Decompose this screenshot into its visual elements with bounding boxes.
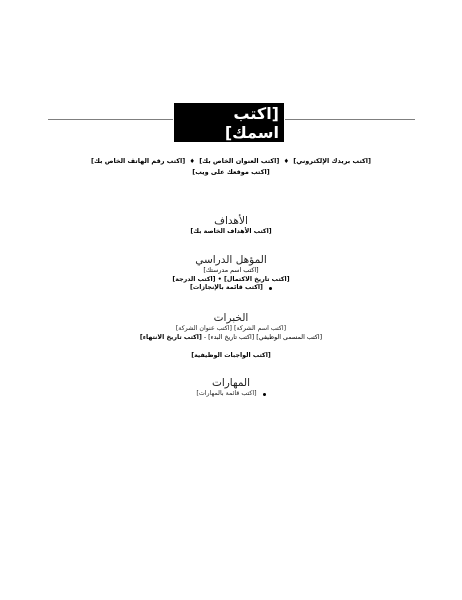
contact-info bbox=[70, 156, 392, 177]
degree-placeholder[interactable]: [اكتب الدرجة] bbox=[172, 275, 216, 283]
name-box[interactable] bbox=[173, 103, 285, 142]
objectives-placeholder[interactable]: [اكتب الأهداف الخاصة بك] bbox=[190, 228, 272, 235]
diamond-separator-icon: ♦ bbox=[283, 158, 289, 165]
experience-heading: الخبرات bbox=[213, 312, 249, 324]
completion-date-placeholder[interactable]: [اكتب تاريخ الاكتمال] bbox=[224, 275, 290, 283]
end-date-placeholder[interactable]: [اكتب تاريخ الانتهاء] bbox=[139, 333, 202, 341]
start-date-placeholder[interactable]: [اكتب تاريخ البدء] bbox=[208, 333, 255, 341]
skills-placeholder[interactable]: [اكتب قائمة بالمهارات] bbox=[196, 390, 257, 397]
header-rule-left bbox=[48, 119, 173, 120]
education-heading: المؤهل الدراسي bbox=[195, 254, 267, 266]
company-placeholder[interactable]: [اكتب اسم الشركة] bbox=[234, 325, 287, 332]
objectives-section bbox=[0, 214, 462, 237]
skills-section bbox=[0, 376, 462, 399]
job-line bbox=[0, 334, 462, 343]
address-placeholder[interactable]: [اكتب العنوان الخاص بك] bbox=[199, 157, 280, 165]
website-placeholder[interactable]: [اكتب موقعك على ويب] bbox=[192, 168, 270, 176]
achievements-line bbox=[0, 284, 462, 293]
email-placeholder[interactable]: [اكتب بريدك الإلكتروني] bbox=[293, 157, 371, 165]
education-section bbox=[0, 253, 462, 293]
job-title-placeholder[interactable]: [اكتب المسمى الوظيفي] bbox=[256, 333, 323, 341]
objectives-heading: الأهداف bbox=[214, 215, 248, 227]
duties-placeholder[interactable]: [اكتب الواجبات الوظيفية] bbox=[191, 352, 271, 359]
skills-heading: المهارات bbox=[211, 377, 251, 389]
bullet-icon bbox=[269, 287, 272, 290]
bullet-icon bbox=[263, 393, 266, 396]
date-dash: - bbox=[203, 333, 207, 341]
diamond-separator-icon: ♦ bbox=[189, 158, 195, 165]
skills-line bbox=[0, 390, 462, 399]
header-rule-right bbox=[285, 119, 415, 120]
company-address-placeholder[interactable]: [اكتب عنوان الشركة] bbox=[175, 325, 233, 332]
school-placeholder[interactable]: [اكتب اسم مدرستك] bbox=[203, 267, 259, 274]
bullet-separator-icon: • bbox=[217, 275, 222, 283]
experience-section bbox=[0, 311, 462, 361]
name-placeholder[interactable]: [اكتب اسمك] bbox=[173, 102, 285, 144]
phone-placeholder[interactable]: [اكتب رقم الهاتف الخاص بك] bbox=[91, 157, 186, 165]
company-line bbox=[0, 325, 462, 334]
achievements-placeholder[interactable]: [اكتب قائمة بالإنجازات] bbox=[190, 284, 263, 291]
education-date-degree-line bbox=[0, 276, 462, 285]
